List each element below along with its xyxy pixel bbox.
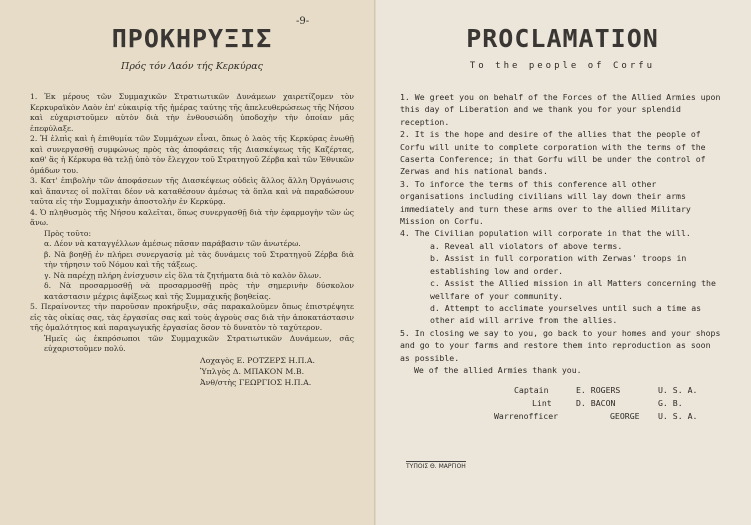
english-signature — [514, 384, 725, 397]
greek-body — [30, 92, 354, 355]
greek-paragraph: 2. Ἡ ἐλπὶς καὶ ἡ ἐπιθυμία τῶν Συμμάχων εἶναι, ὅπως ὁ λαὸς τῆς Κερκύρας ἑνωθῇ καὶ συνεργασθῇ συμφώνως πρὸς τὰς ἀποφάσεις τῆς Διασκέψεως τῆς Καζέρτας, καθ' ἃς ἡ Κέρκυρα θὰ τελῇ ὑπὸ τὸν ἔλεγχον τοῦ Στρατηγοῦ Ζέρβα καὶ τῶν Ἐθνικῶν ὁμάδων του. — [30, 134, 354, 175]
greek-signature: Ἀνθ/στὴς ΓΕΩΡΓΙΟΣ Η.Π.Α. — [200, 377, 312, 387]
printer-mark: ΤΥΠΟΙΣ Θ. ΜΑΡΓΙΟΗ — [406, 463, 466, 470]
signature-rank: Warrenofficer — [494, 411, 559, 422]
greek-item: β. Νὰ βοηθῇ ἐν πλήρει συνεργασίᾳ μὲ τὰς δυνάμεις τοῦ Στρατηγοῦ Ζέρβα διὰ τὴν τήρησιν τοῦ Νόμου καὶ τῆς τάξεως. — [44, 249, 354, 269]
english-paragraph: 1. We greet you on behalf of the Forces of the Allied Armies upon this day of Liberation and we thank you for your splendid reception. — [400, 92, 721, 127]
signature-country: G. B. — [658, 398, 683, 409]
greek-subtitle: Πρός τόν Λαόν τής Κερκύρας — [121, 61, 263, 72]
english-signatures — [400, 384, 725, 423]
greek-item: α. Δέον νὰ καταγγέλλων ἀμέσως πᾶσαν παράβασιν τῶν ἀνωτέρω. — [44, 239, 301, 248]
english-body — [400, 91, 725, 376]
english-signature — [494, 410, 725, 423]
english-proclamation-page — [376, 0, 751, 525]
greek-paragraph: Πρὸς τοῦτο: — [44, 228, 92, 238]
greek-paragraph: Ἡμεῖς ὡς ἐκπρόσωποι τῶν Συμμαχικῶν Στρατιωτικῶν Δυνάμεων, σᾶς εὐχαριστοῦμεν πολύ. — [44, 333, 354, 353]
greek-item: γ. Νὰ παρέχῃ πλήρη ἐνίσχυσιν εἰς ὅλα τὰ ζητήματα διὰ τὸ καλὸν ὅλων. — [44, 270, 322, 280]
english-closing: 5. In closing we say to you, go back to your homes and your shops and go to your farms and restore them into reproduction as soon as possible. — [400, 327, 721, 363]
signature-name: D. BACON — [576, 398, 616, 409]
signature-country: U. S. A. — [658, 385, 698, 396]
english-title: PROCLAMATION — [466, 24, 659, 53]
english-paragraph: 3. To inforce the terms of this conference all other organisations including civilians will lay down their arms immediately and turn these arms over to the allied Military Mission on Corfu. — [400, 178, 691, 227]
greek-paragraph: 5. Περαίνοντες τὴν παροῦσαν προκήρυξιν, σᾶς παρακαλοῦμεν ὅπως ἐπιστρέψητε εἰς τὰς οἰκίας σας, τὰς ἐργασίας σας καὶ τοὺς ἀγροὺς σας διὰ τὴν ἀποκατάστασιν τῆς ὁμαλότητος καὶ παραγωγικῆς ἐργασίας ὅσον τὸ δυνατὸν τὸ ταχύτερον. — [30, 302, 354, 332]
greek-paragraph: 4. Ὁ πληθυσμὸς τῆς Νήσου καλεῖται, ὅπως συνεργασθῇ διὰ τὴν ἐφαρμογὴν τῶν ὡς ἄνω. — [30, 207, 354, 227]
english-item: d. Attempt to acclimate yourselves until such a time as other aid will arrive from the allies. — [430, 302, 702, 326]
english-subtitle: To the people of Corfu — [469, 61, 656, 71]
english-paragraph: 4. The Civilian population will corporate in that the will. — [400, 228, 691, 239]
greek-paragraph: 3. Κατ' ἐπιβολὴν τῶν ἀποφάσεων τῆς Διασκέψεως οὐδεὶς ἄλλος ἄλλη Ὀργάνωσις καὶ ἅπαντες οἱ πολῖται δέον νὰ καταθέσουν ἀμέσως τὰ ὅπλα καὶ νὰ παραδώσουν ταῦτα εἰς τὴν Συμμαχικὴν ἀποστολὴν ἐν Κερκύρᾳ. — [30, 176, 354, 206]
greek-title: ΠΡΟΚΗΡΥΞΙΣ — [111, 24, 273, 53]
english-thanks: We of the allied Armies thank you. — [414, 364, 582, 375]
page-number: -9- — [296, 16, 310, 27]
greek-item: δ. Νὰ προσαρμοσθῇ νὰ προσαρμοσθῇ πρὸς τὴν σημερινὴν δύσκολον κατάστασιν μέχρις ἀφίξεως καὶ τῆς Συμμαχικῆς βοηθείας. — [44, 281, 354, 301]
signature-country: U. S. A. — [658, 411, 698, 422]
signature-name: GEORGE — [610, 411, 640, 422]
signature-name: E. ROGERS — [576, 385, 621, 396]
greek-signature: Λοχαγὸς Ε. ΡΟΤΖΕΡΣ Η.Π.Α. — [200, 355, 316, 365]
english-item: a. Reveal all violators of above terms. — [430, 240, 623, 251]
english-item: c. Assist the Allied mission in all Matters concerning the wellfare of your community. — [430, 278, 716, 301]
signature-rank: Captain — [514, 385, 549, 396]
signature-rank: Lint — [532, 398, 552, 409]
english-signature — [514, 397, 725, 410]
greek-paragraph: 1. Ἐκ μέρους τῶν Συμμαχικῶν Στρατιωτικῶν Δυνάμεων χαιρετίζομεν τὸν Κερκυραϊκὸν Λαὸν ἐπ' εὐκαιρίᾳ τῆς ἡμέρας ταύτης τῆς ἀπελευθερώσεως τῆς Νήσου καὶ εὐχαριστοῦμεν αὐτὸν διὰ τὴν ἐνθουσιώδη ὑποδοχὴν τὴν ὁποίαν μᾶς ἐπεφύλαξε. — [30, 92, 354, 133]
greek-signatures — [30, 355, 354, 388]
greek-signature: Ὑπλγὸς Δ. ΜΠΑΚΟΝ Μ.Β. — [200, 366, 305, 376]
english-item: b. Assist in full corporation with Zerwas' troops in establishing low and order. — [430, 253, 687, 276]
english-paragraph: 2. It is the hope and desire of the allies that the people of Corfu will unite to complete corporation with the terms of the Caserta Conference; in that Gorfu will be under the control of Zerwas and his national bands. — [400, 129, 706, 177]
